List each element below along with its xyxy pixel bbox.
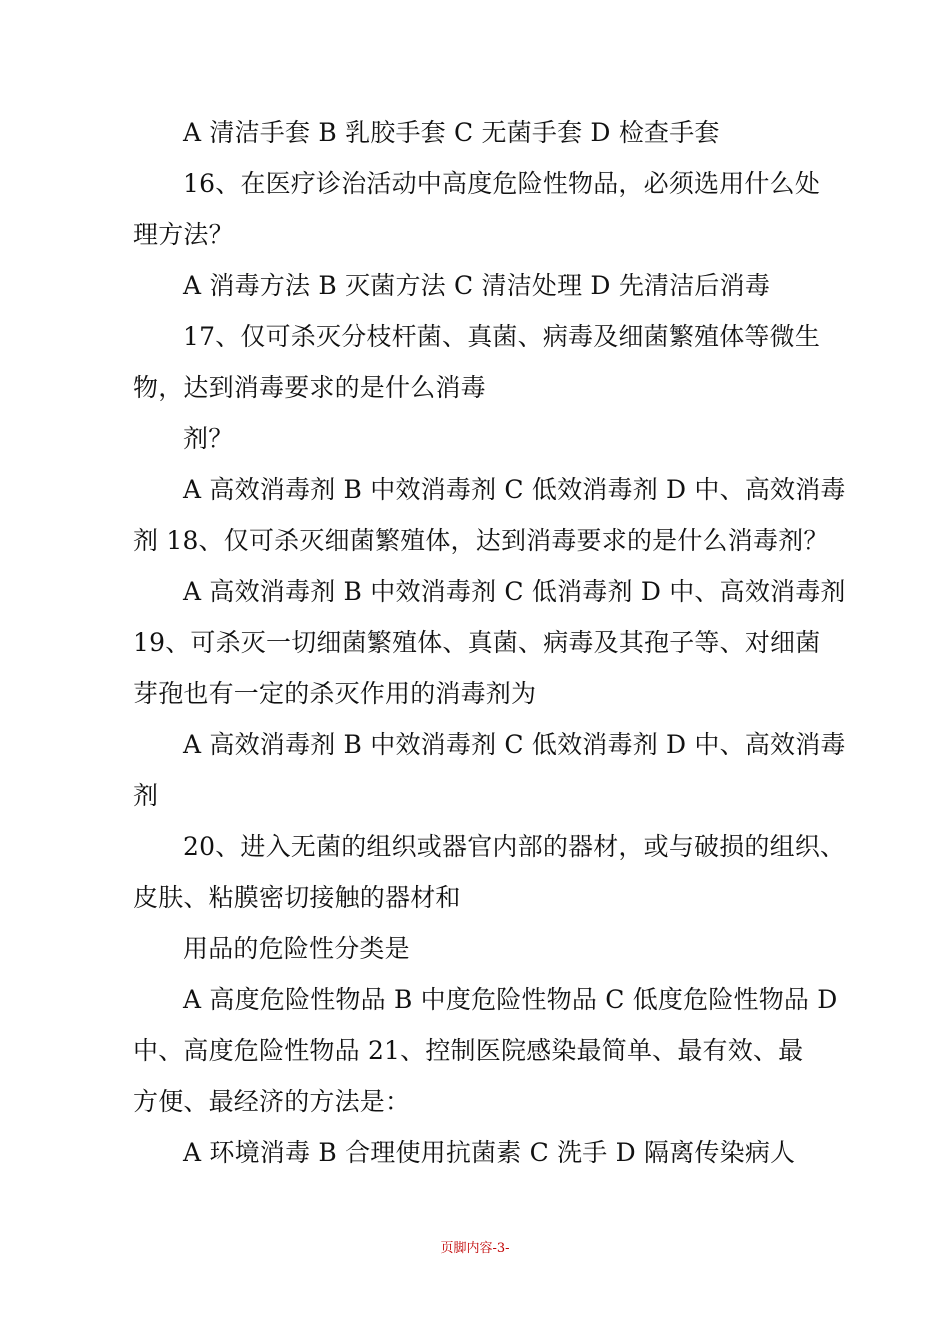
question-17-line-3: 剂？ — [183, 424, 234, 453]
answer-options-21: A 环境消毒 B 合理使用抗菌素 C 洗手 D 隔离传染病人 — [183, 1138, 796, 1167]
question-19-line-2: 芽孢也有一定的杀灭作用的消毒剂为 — [133, 679, 537, 708]
page-footer: 页脚内容-3- — [440, 1241, 510, 1256]
question-17-line-2: 物，达到消毒要求的是什么消毒 — [133, 373, 486, 402]
question-17-line-1: 17、仅可杀灭分枝杆菌、真菌、病毒及细菌繁殖体等微生 — [183, 322, 821, 351]
question-20-line-1: 20、进入无菌的组织或器官内部的器材，或与破损的组织、 — [183, 832, 846, 861]
answer-options-19-line-1: A 高效消毒剂 B 中效消毒剂 C 低效消毒剂 D 中、高效消毒 — [183, 730, 846, 759]
answer-options-19-line-2: 剂 — [133, 781, 159, 810]
answer-options-15: A 清洁手套 B 乳胶手套 C 无菌手套 D 检查手套 — [183, 118, 720, 147]
answer-options-20-line-1: A 高度危险性物品 B 中度危险性物品 C 低度危险性物品 D — [183, 985, 838, 1014]
question-21-line-2: 方便、最经济的方法是： — [133, 1087, 411, 1116]
question-16-line-1: 16、在医疗诊治活动中高度危险性物品，必须选用什么处 — [183, 169, 821, 198]
question-16-line-2: 理方法？ — [133, 220, 234, 249]
question-20-line-3: 用品的危险性分类是 — [183, 934, 410, 963]
answer-options-16: A 消毒方法 B 灭菌方法 C 清洁处理 D 先清洁后消毒 — [183, 271, 771, 300]
question-20-line-2: 皮肤、粘膜密切接触的器材和 — [133, 883, 461, 912]
answer-options-20-line-2: 中、高度危险性物品 21、控制医院感染最简单、最有效、最 — [133, 1036, 804, 1065]
answer-options-17-line-1: A 高效消毒剂 B 中效消毒剂 C 低效消毒剂 D 中、高效消毒 — [183, 475, 846, 504]
answer-options-17-line-2: 剂 18、仅可杀灭细菌繁殖体，达到消毒要求的是什么消毒剂？ — [133, 526, 829, 555]
answer-options-18: A 高效消毒剂 B 中效消毒剂 C 低消毒剂 D 中、高效消毒剂 — [183, 577, 846, 606]
question-19-line-1: 19、可杀灭一切细菌繁殖体、真菌、病毒及其孢子等、对细菌 — [133, 628, 821, 657]
